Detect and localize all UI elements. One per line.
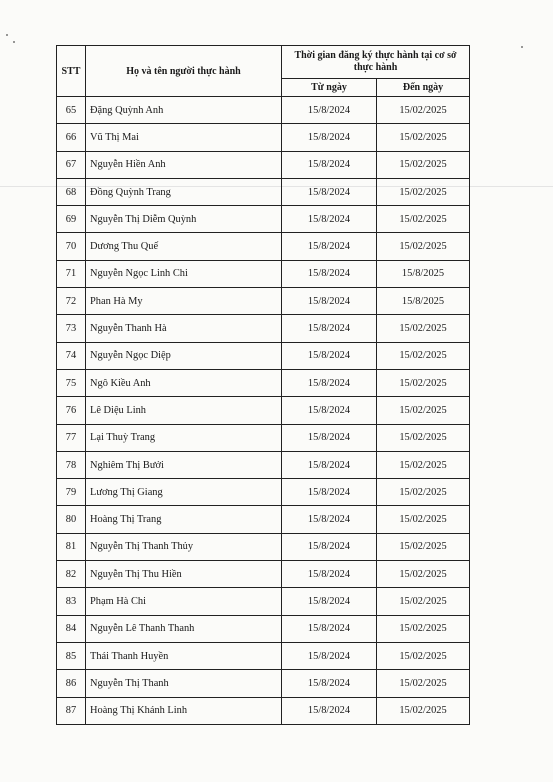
row-from-date-cell: 15/8/2024	[282, 670, 377, 697]
row-name-cell: Nguyễn Thị Diễm Quỳnh	[86, 206, 282, 233]
row-to-date-cell: 15/02/2025	[377, 670, 470, 697]
table-row	[57, 533, 470, 560]
row-to-date-cell: 15/02/2025	[377, 342, 470, 369]
table-row	[57, 506, 470, 533]
row-name-cell: Nguyễn Thị Thanh Thủy	[86, 533, 282, 560]
row-to-date-cell: 15/8/2025	[377, 288, 470, 315]
row-stt-cell: 70	[57, 233, 86, 260]
row-to-date-cell: 15/02/2025	[377, 506, 470, 533]
row-stt-cell: 85	[57, 642, 86, 669]
table-row	[57, 288, 470, 315]
row-to-date-cell: 15/02/2025	[377, 397, 470, 424]
row-stt-cell: 87	[57, 697, 86, 724]
table-row	[57, 178, 470, 205]
row-name-cell: Phan Hà My	[86, 288, 282, 315]
row-stt-cell: 68	[57, 178, 86, 205]
row-from-date-cell: 15/8/2024	[282, 615, 377, 642]
row-from-date-cell: 15/8/2024	[282, 588, 377, 615]
row-to-date-cell: 15/02/2025	[377, 424, 470, 451]
table-row	[57, 151, 470, 178]
row-name-cell: Phạm Hà Chi	[86, 588, 282, 615]
row-name-cell: Lê Diệu Linh	[86, 397, 282, 424]
row-from-date-cell: 15/8/2024	[282, 315, 377, 342]
table-row	[57, 670, 470, 697]
name-header: Họ và tên người thực hành	[86, 46, 282, 97]
table-row	[57, 561, 470, 588]
row-name-cell: Hoàng Thị Khánh Linh	[86, 697, 282, 724]
row-to-date-cell: 15/02/2025	[377, 561, 470, 588]
row-to-date-cell: 15/02/2025	[377, 97, 470, 124]
row-stt-cell: 65	[57, 97, 86, 124]
table-row	[57, 697, 470, 724]
table-row	[57, 369, 470, 396]
row-from-date-cell: 15/8/2024	[282, 479, 377, 506]
row-name-cell: Nguyễn Hiền Anh	[86, 151, 282, 178]
row-stt-cell: 83	[57, 588, 86, 615]
scan-speck	[6, 34, 8, 36]
row-name-cell: Nguyễn Ngọc Linh Chi	[86, 260, 282, 287]
row-to-date-cell: 15/02/2025	[377, 178, 470, 205]
row-stt-cell: 86	[57, 670, 86, 697]
row-name-cell: Đồng Quỳnh Trang	[86, 178, 282, 205]
row-from-date-cell: 15/8/2024	[282, 151, 377, 178]
from-date-header: Từ ngày	[282, 79, 377, 97]
row-to-date-cell: 15/02/2025	[377, 206, 470, 233]
table-row	[57, 424, 470, 451]
row-from-date-cell: 15/8/2024	[282, 233, 377, 260]
row-name-cell: Thái Thanh Huyền	[86, 642, 282, 669]
row-stt-cell: 81	[57, 533, 86, 560]
stt-header: STT	[57, 46, 86, 97]
row-name-cell: Nguyễn Ngọc Diệp	[86, 342, 282, 369]
row-stt-cell: 73	[57, 315, 86, 342]
table-body	[57, 97, 470, 725]
period-header: Thời gian đăng ký thực hành tại cơ sở thực hành	[282, 46, 470, 79]
row-from-date-cell: 15/8/2024	[282, 397, 377, 424]
row-name-cell: Dương Thu Quế	[86, 233, 282, 260]
row-to-date-cell: 15/02/2025	[377, 369, 470, 396]
row-stt-cell: 76	[57, 397, 86, 424]
row-name-cell: Nghiêm Thị Bưởi	[86, 451, 282, 478]
table-row	[57, 451, 470, 478]
row-stt-cell: 82	[57, 561, 86, 588]
scan-speck	[13, 41, 15, 43]
scan-speck	[521, 46, 523, 48]
table-row	[57, 206, 470, 233]
row-to-date-cell: 15/02/2025	[377, 315, 470, 342]
row-to-date-cell: 15/02/2025	[377, 588, 470, 615]
table-row	[57, 233, 470, 260]
table-row	[57, 260, 470, 287]
practitioner-table	[56, 45, 470, 725]
table-row	[57, 642, 470, 669]
table-header-row	[57, 46, 470, 79]
row-from-date-cell: 15/8/2024	[282, 97, 377, 124]
row-stt-cell: 74	[57, 342, 86, 369]
table-row	[57, 342, 470, 369]
row-to-date-cell: 15/02/2025	[377, 615, 470, 642]
row-name-cell: Lương Thị Giang	[86, 479, 282, 506]
row-to-date-cell: 15/02/2025	[377, 124, 470, 151]
table-row	[57, 97, 470, 124]
table-row	[57, 588, 470, 615]
row-name-cell: Lại Thuỳ Trang	[86, 424, 282, 451]
row-stt-cell: 72	[57, 288, 86, 315]
row-to-date-cell: 15/02/2025	[377, 451, 470, 478]
row-stt-cell: 67	[57, 151, 86, 178]
row-stt-cell: 78	[57, 451, 86, 478]
row-name-cell: Đặng Quỳnh Anh	[86, 97, 282, 124]
row-stt-cell: 79	[57, 479, 86, 506]
row-from-date-cell: 15/8/2024	[282, 206, 377, 233]
row-from-date-cell: 15/8/2024	[282, 451, 377, 478]
table-row	[57, 479, 470, 506]
table-row	[57, 615, 470, 642]
row-name-cell: Nguyễn Thị Thanh	[86, 670, 282, 697]
table-row	[57, 397, 470, 424]
row-to-date-cell: 15/02/2025	[377, 479, 470, 506]
row-from-date-cell: 15/8/2024	[282, 369, 377, 396]
row-name-cell: Ngô Kiều Anh	[86, 369, 282, 396]
row-name-cell: Nguyễn Thị Thu Hiền	[86, 561, 282, 588]
row-from-date-cell: 15/8/2024	[282, 506, 377, 533]
table-row	[57, 315, 470, 342]
row-to-date-cell: 15/8/2025	[377, 260, 470, 287]
row-to-date-cell: 15/02/2025	[377, 642, 470, 669]
row-name-cell: Nguyễn Thanh Hà	[86, 315, 282, 342]
to-date-header: Đến ngày	[377, 79, 470, 97]
table-row	[57, 124, 470, 151]
row-stt-cell: 80	[57, 506, 86, 533]
row-from-date-cell: 15/8/2024	[282, 342, 377, 369]
row-from-date-cell: 15/8/2024	[282, 697, 377, 724]
row-from-date-cell: 15/8/2024	[282, 178, 377, 205]
row-name-cell: Vũ Thị Mai	[86, 124, 282, 151]
row-stt-cell: 66	[57, 124, 86, 151]
row-stt-cell: 84	[57, 615, 86, 642]
row-from-date-cell: 15/8/2024	[282, 260, 377, 287]
row-to-date-cell: 15/02/2025	[377, 151, 470, 178]
row-stt-cell: 77	[57, 424, 86, 451]
row-to-date-cell: 15/02/2025	[377, 533, 470, 560]
row-from-date-cell: 15/8/2024	[282, 424, 377, 451]
row-from-date-cell: 15/8/2024	[282, 124, 377, 151]
row-from-date-cell: 15/8/2024	[282, 642, 377, 669]
row-to-date-cell: 15/02/2025	[377, 233, 470, 260]
row-stt-cell: 71	[57, 260, 86, 287]
row-to-date-cell: 15/02/2025	[377, 697, 470, 724]
row-name-cell: Hoàng Thị Trang	[86, 506, 282, 533]
row-stt-cell: 75	[57, 369, 86, 396]
row-from-date-cell: 15/8/2024	[282, 561, 377, 588]
row-name-cell: Nguyễn Lê Thanh Thanh	[86, 615, 282, 642]
row-stt-cell: 69	[57, 206, 86, 233]
row-from-date-cell: 15/8/2024	[282, 533, 377, 560]
row-from-date-cell: 15/8/2024	[282, 288, 377, 315]
